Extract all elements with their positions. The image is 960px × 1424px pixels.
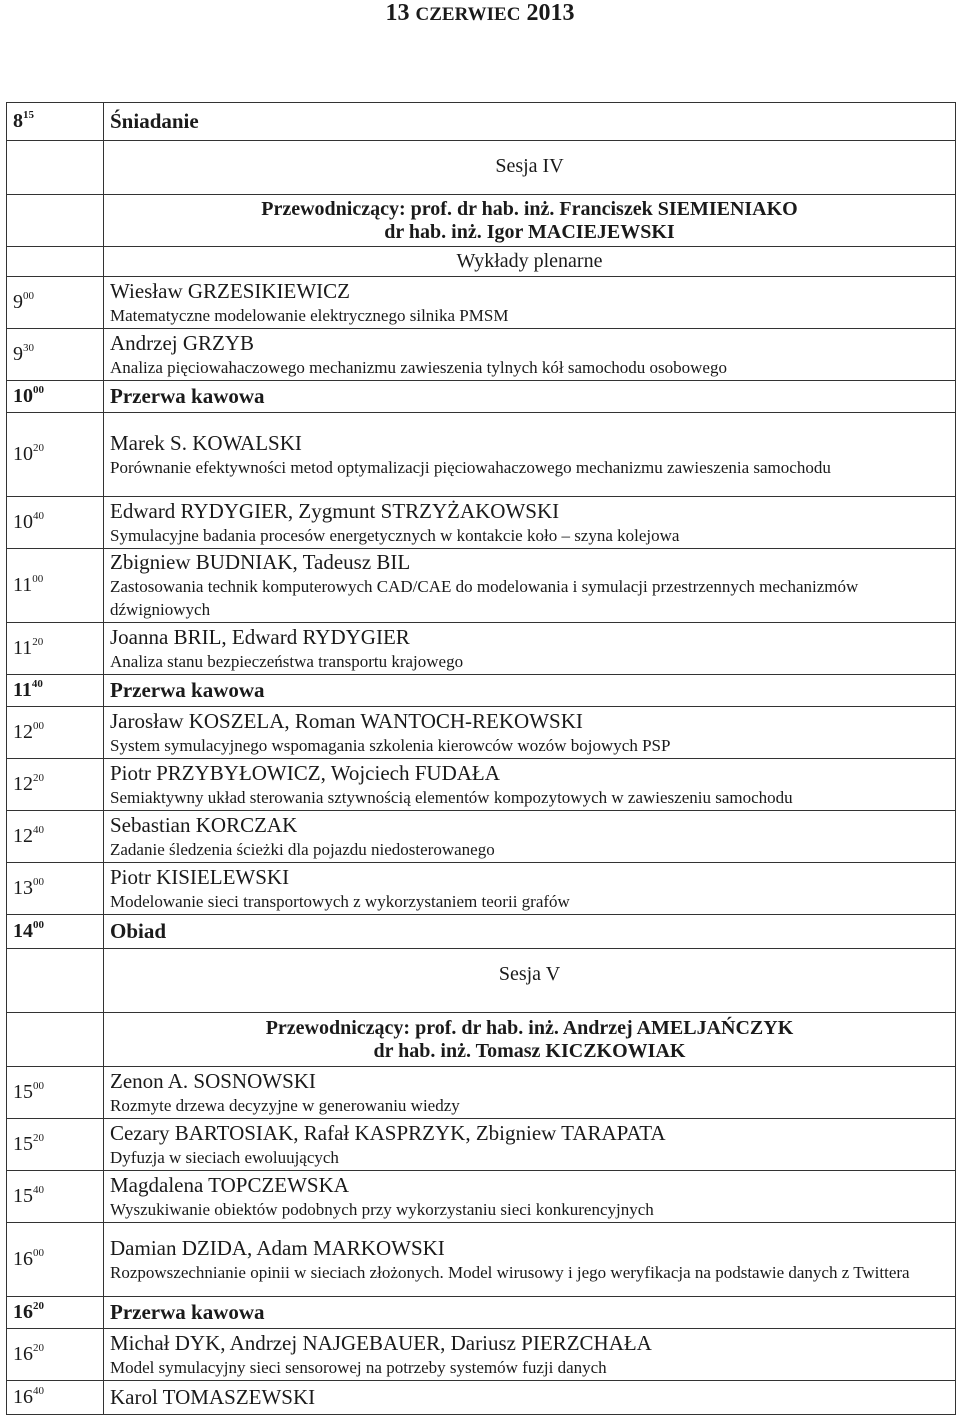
talk-title: Rozmyte drzewa decyzyjne w generowaniu wiedzy [110,1095,460,1115]
talk-authors: Piotr PRZYBYŁOWICZ, Wojciech FUDAŁA [110,760,500,785]
talk-row [7,1381,956,1415]
break-cell [104,915,956,949]
chair-row [7,195,956,247]
talk-title: Zastosowania technik komputerowych CAD/CAE do modelowania i symulacji przestrzennych mechanizmów dźwigniowych [110,577,859,619]
talk-time [7,707,104,759]
talk-cell [104,623,956,675]
time-minute: 00 [33,876,44,889]
session-cell [104,949,956,1013]
time-minute: 20 [33,1132,44,1145]
time-hour: 9 [13,291,23,313]
talk-time [7,1329,104,1381]
talk-cell [104,1329,956,1381]
talk-time [7,549,104,623]
break-label: Śniadanie [110,109,199,133]
talk-time [7,1119,104,1171]
break-cell [104,381,956,413]
talk-cell [104,811,956,863]
chair-cell [104,1013,956,1067]
talk-authors: Zenon A. SOSNOWSKI [110,1068,316,1093]
time-hour: 12 [13,825,33,847]
talk-time [7,1067,104,1119]
talk-cell [104,413,956,497]
time-minute: 00 [33,720,44,733]
talk-row [7,1223,956,1297]
talk-row [7,863,956,915]
chair-row [7,1013,956,1067]
talk-row [7,759,956,811]
talk-title: Modelowanie sieci transportowych z wykorzystaniem teorii grafów [110,891,570,911]
time-minute: 20 [33,1342,44,1355]
time-hour: 10 [13,385,33,407]
time-minute: 20 [33,1300,44,1313]
talk-authors: Michał DYK, Andrzej NAJGEBAUER, Dariusz PIERZCHAŁA [110,1330,652,1355]
break-cell [104,675,956,707]
plenary-cell [104,247,956,277]
talk-cell [104,497,956,549]
session-label: Sesja V [498,963,561,985]
session-label: Sesja IV [495,155,564,177]
time-hour: 11 [13,679,32,701]
talk-time [7,413,104,497]
time-cell-empty [7,949,104,1013]
break-time [7,1297,104,1329]
talk-time [7,623,104,675]
talk-authors: Andrzej GRZYB [110,330,255,355]
time-hour: 16 [13,1386,33,1408]
time-hour: 12 [13,721,33,743]
talk-cell [104,329,956,381]
time-minute: 20 [32,636,44,649]
talk-authors: Wiesław GRZESIKIEWICZ [110,278,351,303]
time-hour: 11 [13,637,33,659]
talk-row [7,497,956,549]
break-label: Przerwa kawowa [110,678,265,702]
break-label: Przerwa kawowa [110,1300,265,1324]
talk-cell [104,1223,956,1297]
talk-row [7,1171,956,1223]
talk-row [7,329,956,381]
break-cell [104,103,956,141]
time-hour: 11 [13,574,33,596]
time-minute: 00 [33,1080,44,1093]
break-time [7,675,104,707]
schedule-body [7,103,956,1415]
talk-title: Symulacyjne badania procesów energetycznych w kontakcie koło – szyna kolejowa [110,525,680,545]
talk-row [7,1119,956,1171]
talk-authors: Cezary BARTOSIAK, Rafał KASPRZYK, Zbigniew TARAPATA [110,1120,666,1145]
talk-row [7,277,956,329]
time-minute: 20 [33,442,44,455]
talk-authors: Zbigniew BUDNIAK, Tadeusz BIL [110,550,411,574]
break-row [7,103,956,141]
time-hour: 16 [13,1343,33,1365]
break-row [7,1297,956,1329]
time-hour: 15 [13,1081,33,1103]
talk-time [7,759,104,811]
time-minute: 30 [23,342,34,355]
break-row [7,675,956,707]
time-minute: 00 [23,290,34,303]
talk-authors: Joanna BRIL, Edward RYDYGIER [110,624,410,649]
date-day: 13 [385,0,410,26]
time-hour: 12 [13,773,33,795]
talk-cell [104,863,956,915]
break-label: Przerwa kawowa [110,384,265,408]
time-minute: 00 [33,384,44,397]
time-hour: 14 [13,920,33,942]
talk-time [7,1381,104,1415]
talk-title: Matematyczne modelowanie elektrycznego silnika PMSM [110,305,509,325]
time-minute: 20 [33,772,44,785]
talk-time [7,863,104,915]
chair-line-2: dr hab. inż. Tomasz KICZKOWIAK [373,1039,686,1062]
talk-row [7,549,956,623]
time-minute: 15 [23,109,34,122]
talk-title: Zadanie śledzenia ścieżki dla pojazdu niedosterowanego [110,839,495,859]
talk-cell [104,759,956,811]
time-minute: 40 [33,824,44,837]
time-minute: 40 [33,510,44,523]
talk-title: Porównanie efektywności metod optymalizacji pięciowahaczowego mechanizmu zawieszenia samochodu [110,457,831,477]
time-minute: 40 [33,1385,44,1398]
talk-row [7,623,956,675]
talk-time [7,1171,104,1223]
chair-line-1: Przewodniczący: prof. dr hab. inż. Franciszek SIEMIENIAKO [261,197,798,220]
talk-time [7,1223,104,1297]
time-cell-empty [7,247,104,277]
break-label: Obiad [110,919,167,943]
time-cell-empty [7,141,104,195]
session-cell [104,141,956,195]
talk-title: Wyszukiwanie obiektów podobnych przy wykorzystaniu sieci konkurencyjnych [110,1199,654,1219]
talk-time [7,329,104,381]
talk-cell [104,1381,956,1415]
talk-title: Model symulacyjny sieci sensorowej na potrzeby systemów fuzji danych [110,1357,607,1377]
break-row [7,381,956,413]
talk-authors: Edward RYDYGIER, Zygmunt STRZYŻAKOWSKI [110,498,560,523]
time-hour: 9 [13,343,23,365]
talk-title: Analiza stanu bezpieczeństwa transportu krajowego [110,651,464,671]
talk-cell [104,707,956,759]
talk-title: System symulacyjnego wspomagania szkolenia kierowców wozów bojowych PSP [110,735,671,755]
talk-row [7,1329,956,1381]
talk-row [7,1067,956,1119]
talk-authors: Jarosław KOSZELA, Roman WANTOCH-REKOWSKI [110,708,583,733]
talk-cell [104,549,956,623]
time-hour: 15 [13,1133,33,1155]
break-time [7,103,104,141]
talk-authors: Magdalena TOPCZEWSKA [110,1172,349,1197]
time-minute: 00 [33,1247,44,1260]
break-time [7,381,104,413]
break-row [7,915,956,949]
chair-cell [104,195,956,247]
talk-time [7,811,104,863]
talk-row [7,413,956,497]
talk-title: Semiaktywny układ sterowania sztywnością elementów kompozytowych w zawieszeniu samochodu [110,787,793,807]
time-minute: 00 [33,919,44,932]
talk-row [7,707,956,759]
talk-cell [104,277,956,329]
talk-row [7,811,956,863]
time-minute: 40 [31,678,43,691]
time-hour: 10 [13,443,33,465]
talk-cell [104,1067,956,1119]
session-row [7,141,956,195]
date-year: 2013 [526,0,575,26]
time-hour: 13 [13,877,33,899]
talk-time [7,277,104,329]
chair-line-2: dr hab. inż. Igor MACIEJEWSKI [384,220,675,243]
talk-authors: Sebastian KORCZAK [110,812,298,837]
time-hour: 16 [13,1248,33,1270]
talk-authors: Piotr KISIELEWSKI [110,864,290,889]
talk-authors: Marek S. KOWALSKI [110,430,302,455]
time-minute: 40 [33,1184,44,1197]
date-month: CZERWIEC [415,4,521,25]
break-time [7,915,104,949]
session-row [7,949,956,1013]
talk-title: Dyfuzja w sieciach ewoluujących [110,1147,339,1167]
talk-authors: Damian DZIDA, Adam MARKOWSKI [110,1235,445,1260]
chair-line-1: Przewodniczący: prof. dr hab. inż. Andrzej AMELJAŃCZYK [265,1016,794,1039]
talk-cell [104,1119,956,1171]
plenary-row [7,247,956,277]
break-cell [104,1297,956,1329]
time-hour: 10 [13,511,33,533]
plenary-label: Wykłady plenarne [456,250,603,272]
time-hour: 8 [13,110,23,132]
talk-title: Rozpowszechnianie opinii w sieciach złożonych. Model wirusowy i jego weryfikacja na podstawie danych z Twittera [110,1262,910,1282]
talk-cell [104,1171,956,1223]
talk-title: Analiza pięciowahaczowego mechanizmu zawieszenia tylnych kół samochodu osobowego [110,357,727,377]
time-minute: 00 [32,573,44,586]
schedule-table [6,102,956,1415]
talk-time [7,497,104,549]
time-hour: 16 [13,1301,33,1323]
page-title [0,0,960,28]
talk-authors: Karol TOMASZEWSKI [110,1385,316,1409]
time-hour: 15 [13,1185,33,1207]
time-cell-empty [7,1013,104,1067]
time-cell-empty [7,195,104,247]
